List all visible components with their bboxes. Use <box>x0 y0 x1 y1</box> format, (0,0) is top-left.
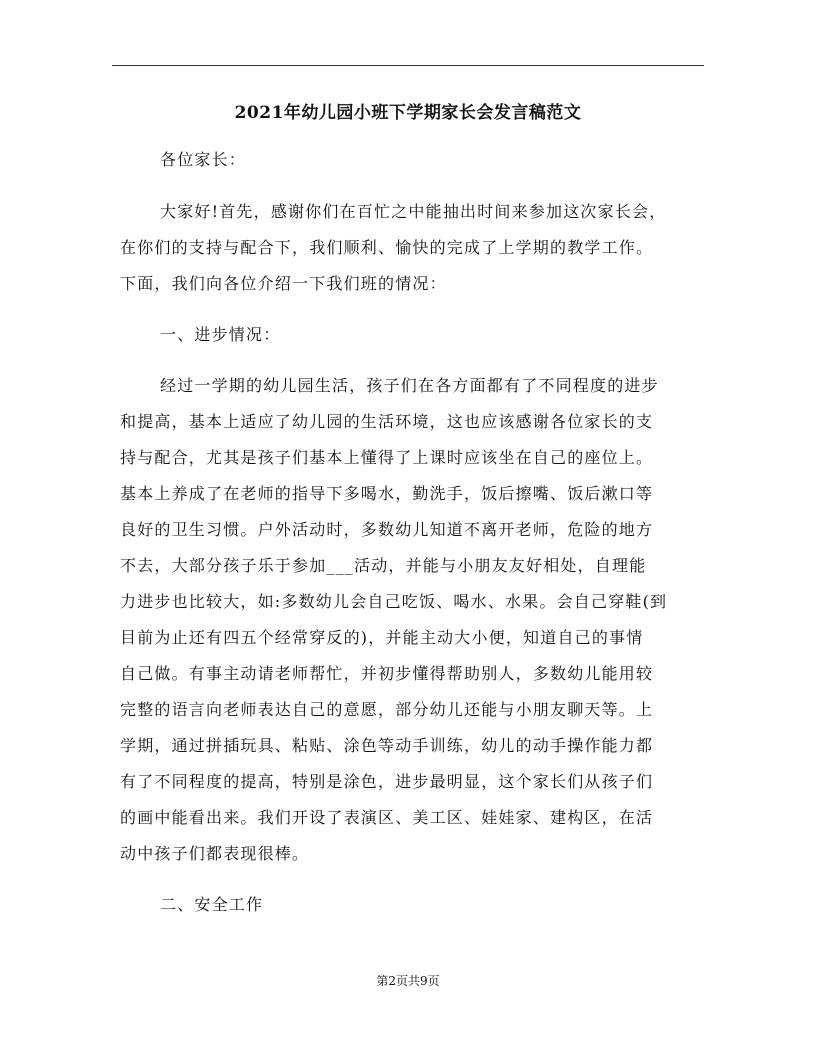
header-rule <box>112 65 704 66</box>
salutation: 各位家长： <box>160 150 247 169</box>
paragraph-line: 和提高，基本上适应了幼儿园的生活环境，这也应该感谢各位家长的支 <box>120 412 654 431</box>
paragraph-line: 持与配合，尤其是孩子们基本上懂得了上课时应该坐在自己的座位上。 <box>120 448 654 467</box>
paragraph-line: 良好的卫生习惯。户外活动时，多数幼儿知道不离开老师，危险的地方 <box>120 520 654 539</box>
paragraph-line: 自己做。有事主动请老师帮忙，并初步懂得帮助别人，多数幼儿能用较 <box>120 664 654 683</box>
paragraph-line: 完整的语言向老师表达自己的意愿，部分幼儿还能与小朋友聊天等。上 <box>120 700 654 719</box>
paragraph-line: 学期，通过拼插玩具、粘贴、涂色等动手训练，幼儿的动手操作能力都 <box>120 736 654 755</box>
paragraph-line: 在你们的支持与配合下，我们顺利、愉快的完成了上学期的教学工作。 <box>120 238 654 257</box>
paragraph-line: 有了不同程度的提高，特别是涂色，进步最明显，这个家长们从孩子们 <box>120 772 654 791</box>
paragraph-line: 经过一学期的幼儿园生活，孩子们在各方面都有了不同程度的进步 <box>160 376 659 395</box>
document-title: 2021年幼儿园小班下学期家长会发言稿范文 <box>234 103 582 123</box>
paragraph-line: 的画中能看出来。我们开设了表演区、美工区、娃娃家、建构区，在活 <box>120 808 654 827</box>
section-heading: 二、安全工作 <box>160 895 264 914</box>
page-number: 第2页共9页 <box>376 974 440 988</box>
paragraph-line: 下面，我们向各位介绍一下我们班的情况： <box>120 274 447 293</box>
paragraph-line: 不去，大部分孩子乐于参加___活动，并能与小朋友友好相处，自理能 <box>120 556 647 575</box>
paragraph-line: 大家好!首先，感谢你们在百忙之中能抽出时间来参加这次家长会， <box>160 202 667 221</box>
paragraph-line: 目前为止还有四五个经常穿反的)，并能主动大小便，知道自己的事情 <box>120 628 644 647</box>
section-heading: 一、进步情况： <box>160 325 281 344</box>
paragraph-line: 力进步也比较大，如:多数幼儿会自己吃饭、喝水、水果。会自己穿鞋(到 <box>120 592 668 611</box>
paragraph-line: 动中孩子们都表现很棒。 <box>120 844 310 863</box>
paragraph-line: 基本上养成了在老师的指导下多喝水，勤洗手，饭后擦嘴、饭后漱口等 <box>120 484 654 503</box>
